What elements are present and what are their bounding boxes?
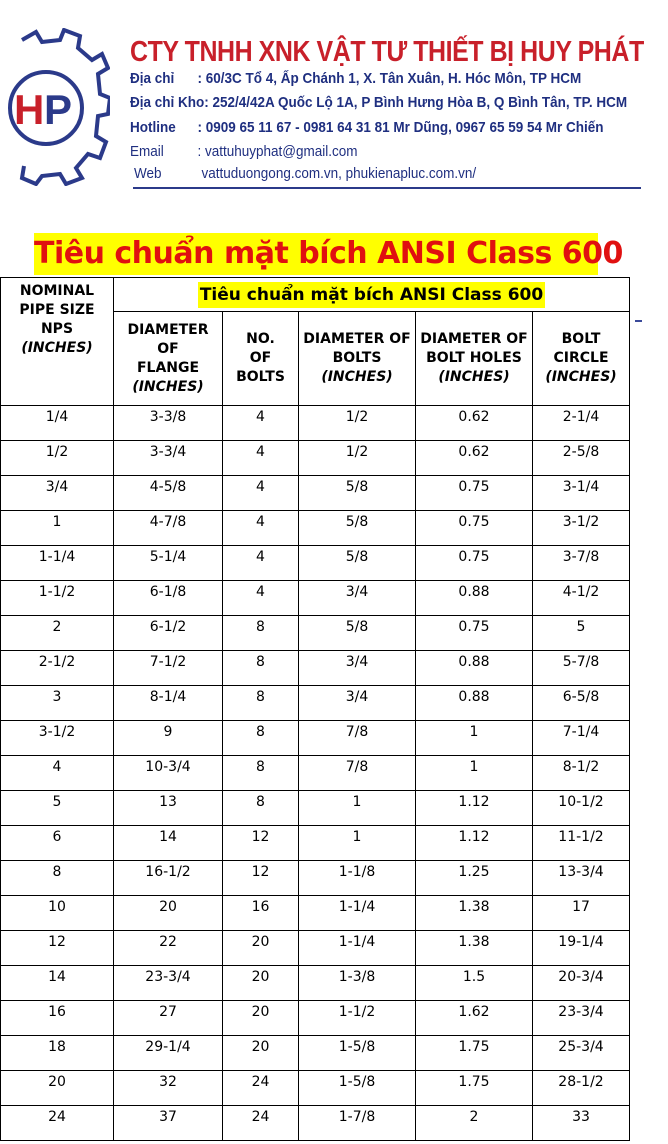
table-cell: 1-7/8	[299, 1106, 416, 1141]
header-text: BOLTS	[236, 369, 285, 385]
table-cell: 12	[223, 861, 299, 896]
company-logo	[2, 28, 110, 186]
table-cell: 8-1/4	[114, 686, 223, 721]
table-row	[1, 1036, 630, 1071]
table-cell: 20	[223, 966, 299, 1001]
table-cell: 14	[1, 966, 114, 1001]
table-cell: 8	[223, 721, 299, 756]
table-cell: 1.38	[416, 896, 533, 931]
table-cell: 1	[299, 791, 416, 826]
header-bolt-diameter	[299, 312, 416, 406]
table-cell: 2-1/2	[1, 651, 114, 686]
table-row	[1, 791, 630, 826]
table-cell: 8	[1, 861, 114, 896]
header-text: DIAMETER OF	[420, 331, 528, 347]
table-cell: 5/8	[299, 546, 416, 581]
email-line: Email : vattuhuyphat@gmail.com	[130, 143, 358, 160]
svg-text:H: H	[14, 86, 45, 133]
table-cell: 6-5/8	[533, 686, 630, 721]
web-line: Web vattuduongong.com.vn, phukienapluc.com.vn/	[134, 165, 477, 182]
header-unit: (INCHES)	[321, 369, 393, 385]
table-cell: 0.88	[416, 651, 533, 686]
table-cell: 5/8	[299, 616, 416, 651]
table-cell: 24	[223, 1106, 299, 1141]
table-cell: 14	[114, 826, 223, 861]
table-cell: 4-7/8	[114, 511, 223, 546]
table-cell: 23-3/4	[533, 1001, 630, 1036]
table-cell: 1.25	[416, 861, 533, 896]
table-cell: 13-3/4	[533, 861, 630, 896]
table-cell: 0.75	[416, 546, 533, 581]
dash-mark	[635, 320, 642, 322]
table-cell: 12	[223, 826, 299, 861]
header-bolt-count	[223, 312, 299, 406]
table-cell: 23-3/4	[114, 966, 223, 1001]
table-cell: 3	[1, 686, 114, 721]
table-cell: 8	[223, 651, 299, 686]
flange-table	[0, 277, 630, 1141]
table-cell: 33	[533, 1106, 630, 1141]
table-cell: 8	[223, 791, 299, 826]
table-cell: 1.5	[416, 966, 533, 1001]
header-text: DIAMETER OF	[303, 331, 411, 347]
table-row	[1, 721, 630, 756]
header-text: OF	[157, 340, 179, 357]
header-text: NO.	[246, 331, 275, 347]
table-cell: 3/4	[299, 686, 416, 721]
table-row	[1, 1106, 630, 1141]
table-cell: 10	[1, 896, 114, 931]
table-cell: 20-3/4	[533, 966, 630, 1001]
header-text: BOLTS	[332, 350, 382, 366]
table-cell: 18	[1, 1036, 114, 1071]
table-cell: 32	[114, 1071, 223, 1106]
table-cell: 3/4	[299, 651, 416, 686]
header-unit: (INCHES)	[545, 369, 617, 385]
table-cell: 10-3/4	[114, 756, 223, 791]
table-cell: 7/8	[299, 721, 416, 756]
table-cell: 5	[1, 791, 114, 826]
table-cell: 1/2	[299, 406, 416, 441]
table-cell: 1	[299, 826, 416, 861]
table-cell: 0.88	[416, 581, 533, 616]
table-row	[1, 756, 630, 791]
table-cell: 17	[533, 896, 630, 931]
table-row	[1, 1001, 630, 1036]
group-header: Tiêu chuẩn mặt bích ANSI Class 600	[114, 278, 630, 312]
table-row	[1, 476, 630, 511]
table-row	[1, 1071, 630, 1106]
table-cell: 8	[223, 616, 299, 651]
table-cell: 8	[223, 686, 299, 721]
table-cell: 6-1/2	[114, 616, 223, 651]
table-cell: 1-1/2	[299, 1001, 416, 1036]
table-cell: 20	[1, 1071, 114, 1106]
table-row	[1, 616, 630, 651]
table-cell: 20	[223, 1036, 299, 1071]
table-row	[1, 861, 630, 896]
page-title: Tiêu chuẩn mặt bích ANSI Class 600	[34, 233, 598, 275]
header-divider	[133, 187, 641, 189]
header-nps: NOMINAL PIPE SIZE NPS (INCHES)	[1, 278, 114, 406]
table-cell: 1-5/8	[299, 1071, 416, 1106]
table-cell: 0.75	[416, 476, 533, 511]
header-unit: (INCHES)	[132, 378, 204, 395]
table-cell: 37	[114, 1106, 223, 1141]
table-cell: 1	[416, 756, 533, 791]
header-flange-diameter	[114, 312, 223, 406]
table-cell: 0.88	[416, 686, 533, 721]
table-cell: 1/2	[299, 441, 416, 476]
table-cell: 16	[223, 896, 299, 931]
table-cell: 4-1/2	[533, 581, 630, 616]
table-cell: 3-1/2	[1, 721, 114, 756]
table-cell: 24	[223, 1071, 299, 1106]
table-cell: 3/4	[299, 581, 416, 616]
table-cell: 28-1/2	[533, 1071, 630, 1106]
table-row	[1, 581, 630, 616]
table-cell: 1-1/4	[299, 896, 416, 931]
table-cell: 7-1/2	[114, 651, 223, 686]
table-cell: 0.75	[416, 616, 533, 651]
table-cell: 20	[223, 1001, 299, 1036]
table-cell: 5-7/8	[533, 651, 630, 686]
table-cell: 4	[223, 441, 299, 476]
table-cell: 3-3/8	[114, 406, 223, 441]
table-cell: 1.38	[416, 931, 533, 966]
table-cell: 27	[114, 1001, 223, 1036]
table-row	[1, 441, 630, 476]
table-cell: 4	[1, 756, 114, 791]
table-cell: 1.12	[416, 791, 533, 826]
table-cell: 3-1/2	[533, 511, 630, 546]
table-row	[1, 406, 630, 441]
table-cell: 16-1/2	[114, 861, 223, 896]
table-cell: 9	[114, 721, 223, 756]
table-cell: 12	[1, 931, 114, 966]
table-cell: 8	[223, 756, 299, 791]
table-cell: 4	[223, 546, 299, 581]
table-cell: 16	[1, 1001, 114, 1036]
table-cell: 7-1/4	[533, 721, 630, 756]
company-name: CTY TNHH XNK VẬT TƯ THIẾT BỊ HUY PHÁT	[130, 36, 644, 68]
table-cell: 22	[114, 931, 223, 966]
header-bolt-hole-diameter	[416, 312, 533, 406]
table-row	[1, 546, 630, 581]
table-cell: 5	[533, 616, 630, 651]
table-cell: 4-5/8	[114, 476, 223, 511]
table-row	[1, 826, 630, 861]
header-bolt-circle	[533, 312, 630, 406]
table-cell: 20	[223, 931, 299, 966]
table-row	[1, 966, 630, 1001]
table-cell: 24	[1, 1106, 114, 1141]
table-cell: 1-5/8	[299, 1036, 416, 1071]
table-cell: 2-1/4	[533, 406, 630, 441]
address-line: Địa chỉ : 60/3C Tổ 4, Ấp Chánh 1, X. Tân Xuân, H. Hóc Môn, TP HCM	[130, 70, 582, 87]
table-cell: 1	[1, 511, 114, 546]
table-cell: 8-1/2	[533, 756, 630, 791]
table-cell: 4	[223, 581, 299, 616]
table-cell: 1-1/8	[299, 861, 416, 896]
table-cell: 1	[416, 721, 533, 756]
warehouse-line: Địa chỉ Kho: 252/4/42A Quốc Lộ 1A, P Bình Hưng Hòa B, Q Bình Tân, TP. HCM	[130, 94, 628, 111]
table-cell: 7/8	[299, 756, 416, 791]
table-cell: 1-1/2	[1, 581, 114, 616]
table-cell: 1/4	[1, 406, 114, 441]
table-cell: 19-1/4	[533, 931, 630, 966]
hotline-line: Hotline : 0909 65 11 67 - 0981 64 31 81 Mr Dũng, 0967 65 59 54 Mr Chiến	[130, 119, 604, 136]
table-cell: 5-1/4	[114, 546, 223, 581]
header-text: DIAMETER	[127, 321, 209, 338]
table-row	[1, 651, 630, 686]
table-cell: 1-1/4	[1, 546, 114, 581]
table-cell: 6-1/8	[114, 581, 223, 616]
table-cell: 0.62	[416, 406, 533, 441]
table-cell: 20	[114, 896, 223, 931]
header-text: FLANGE	[136, 359, 200, 376]
table-cell: 1.62	[416, 1001, 533, 1036]
table-cell: 2	[1, 616, 114, 651]
table-cell: 29-1/4	[114, 1036, 223, 1071]
table-row	[1, 511, 630, 546]
table-cell: 5/8	[299, 511, 416, 546]
table-cell: 1.75	[416, 1071, 533, 1106]
table-cell: 5/8	[299, 476, 416, 511]
table-row	[1, 896, 630, 931]
table-cell: 1.75	[416, 1036, 533, 1071]
table-cell: 2	[416, 1106, 533, 1141]
table-cell: 1.12	[416, 826, 533, 861]
table-cell: 1-3/8	[299, 966, 416, 1001]
table-cell: 3-3/4	[114, 441, 223, 476]
table-row	[1, 686, 630, 721]
header-text: CIRCLE	[553, 350, 609, 366]
table-cell: 1/2	[1, 441, 114, 476]
table-cell: 25-3/4	[533, 1036, 630, 1071]
table-cell: 1-1/4	[299, 931, 416, 966]
table-cell: 4	[223, 476, 299, 511]
table-cell: 0.62	[416, 441, 533, 476]
header-unit: (INCHES)	[438, 369, 510, 385]
table-cell: 3/4	[1, 476, 114, 511]
table-row	[1, 931, 630, 966]
header-text: OF	[249, 350, 272, 366]
table-cell: 13	[114, 791, 223, 826]
header-text: BOLT	[561, 331, 601, 347]
table-cell: 0.75	[416, 511, 533, 546]
svg-text:P: P	[44, 86, 73, 133]
table-cell: 6	[1, 826, 114, 861]
table-cell: 11-1/2	[533, 826, 630, 861]
table-cell: 4	[223, 511, 299, 546]
table-cell: 2-5/8	[533, 441, 630, 476]
table-cell: 3-7/8	[533, 546, 630, 581]
table-cell: 3-1/4	[533, 476, 630, 511]
table-cell: 4	[223, 406, 299, 441]
header-text: BOLT HOLES	[426, 350, 522, 366]
table-cell: 10-1/2	[533, 791, 630, 826]
